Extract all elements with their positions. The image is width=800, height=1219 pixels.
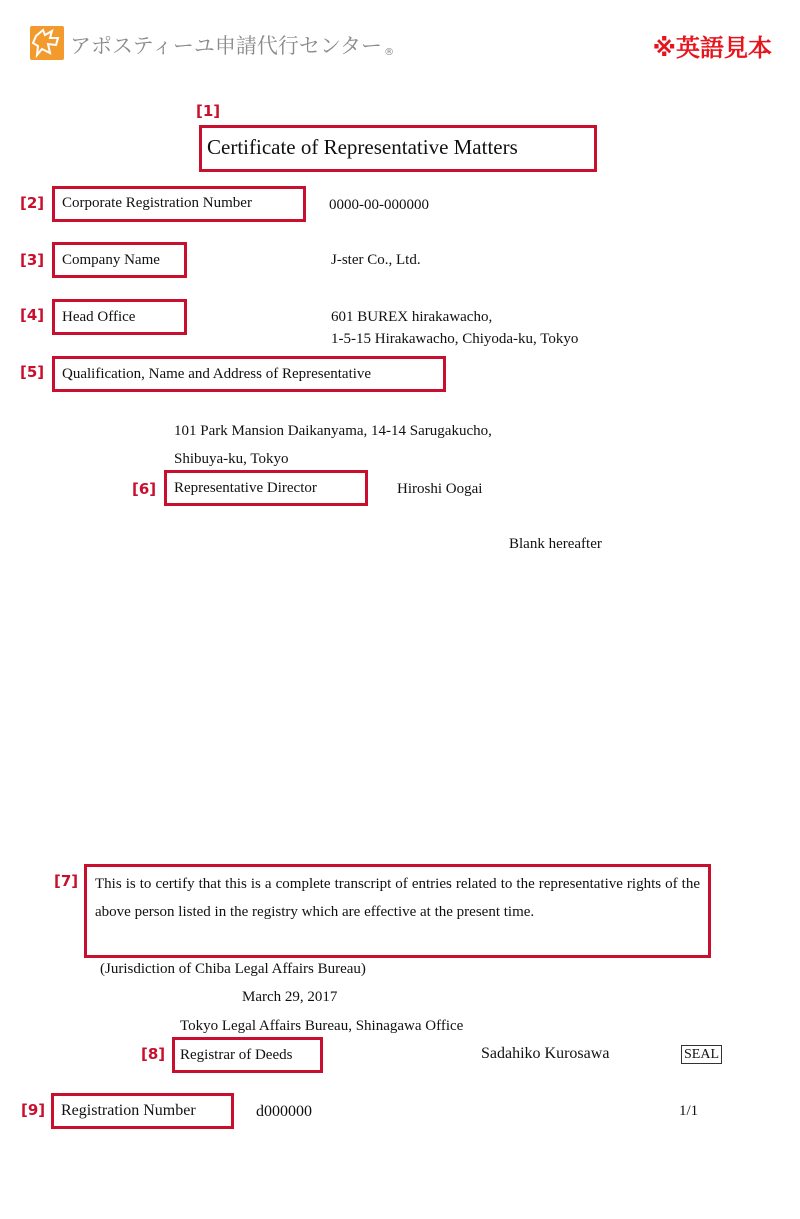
rep-address-line1: 101 Park Mansion Daikanyama, 14-14 Sarugakucho, bbox=[174, 423, 492, 439]
registrar-name: Sadahiko Kurosawa bbox=[481, 1045, 610, 1062]
marker-2: [2] bbox=[20, 194, 45, 212]
marker-4: [4] bbox=[20, 306, 45, 324]
logo-icon bbox=[30, 26, 64, 60]
registration-number-label: Registration Number bbox=[61, 1102, 196, 1119]
brand-text: アポスティーユ申請代行センター bbox=[70, 34, 383, 58]
corp-reg-value: 0000-00-000000 bbox=[329, 197, 429, 213]
jurisdiction: (Jurisdiction of Chiba Legal Affairs Bureau) bbox=[100, 961, 366, 977]
office-name: Tokyo Legal Affairs Bureau, Shinagawa Office bbox=[180, 1018, 464, 1034]
head-office-label: Head Office bbox=[62, 309, 136, 325]
page-number: 1/1 bbox=[679, 1103, 699, 1119]
marker-6: [6] bbox=[132, 480, 157, 498]
company-value: J-ster Co., Ltd. bbox=[331, 252, 421, 268]
registration-number-value: d000000 bbox=[256, 1103, 312, 1120]
document-title: Certificate of Representative Matters bbox=[207, 135, 518, 159]
blank-hereafter: Blank hereafter bbox=[509, 536, 602, 552]
certification-text: This is to certify that this is a complete transcript of entries related to the representative rights of the above person listed in the registry which are effective at the present time. bbox=[95, 876, 700, 920]
representative-label: Qualification, Name and Address of Representative bbox=[62, 366, 372, 382]
rep-title: Representative Director bbox=[174, 480, 317, 496]
marker-9: [9] bbox=[21, 1101, 46, 1119]
registered-mark: ® bbox=[384, 47, 395, 58]
brand-name bbox=[70, 30, 394, 60]
marker-3: [3] bbox=[20, 251, 45, 269]
marker-7: [7] bbox=[54, 872, 79, 890]
head-office-line2: 1-5-15 Hirakawacho, Chiyoda-ku, Tokyo bbox=[331, 331, 579, 347]
head-office-line1: 601 BUREX hirakawacho, bbox=[331, 309, 493, 325]
sample-label: ※英語見本 bbox=[652, 34, 772, 62]
issue-date: March 29, 2017 bbox=[242, 989, 338, 1005]
registrar-label: Registrar of Deeds bbox=[180, 1047, 293, 1063]
marker-5: [5] bbox=[20, 363, 45, 381]
rep-name: Hiroshi Oogai bbox=[397, 481, 483, 497]
marker-8: [8] bbox=[141, 1045, 166, 1063]
corp-reg-label: Corporate Registration Number bbox=[62, 195, 252, 211]
marker-1: [1] bbox=[196, 102, 221, 120]
seal-stamp: SEAL bbox=[681, 1045, 722, 1064]
rep-address-line2: Shibuya-ku, Tokyo bbox=[174, 451, 289, 467]
company-label: Company Name bbox=[62, 252, 160, 268]
